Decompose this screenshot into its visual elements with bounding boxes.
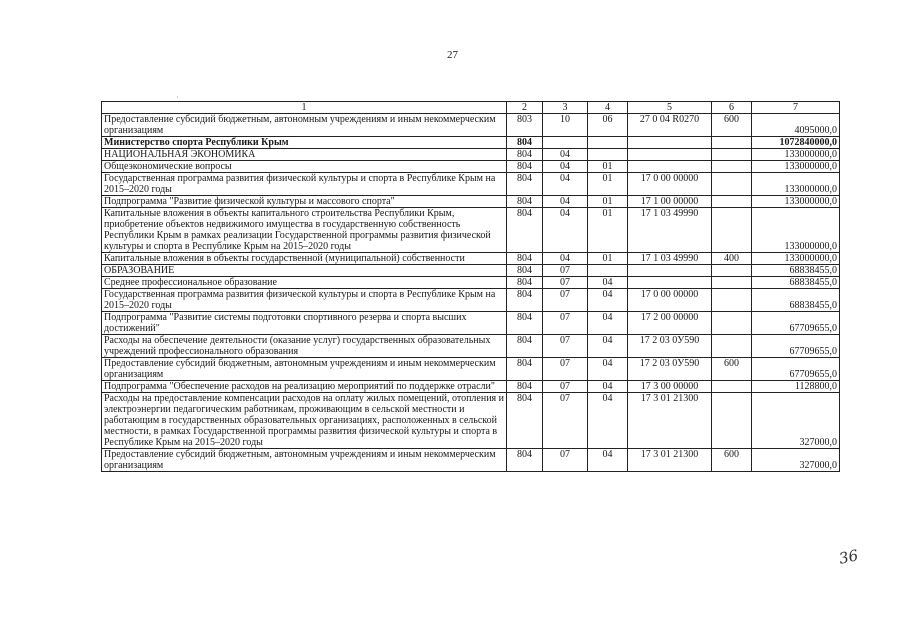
target-article-cell: 17 2 03 0У590 xyxy=(628,335,712,358)
subsection-cell xyxy=(588,265,628,277)
table-row xyxy=(102,196,840,208)
target-article-cell: 27 0 04 R0270 xyxy=(628,114,712,137)
row-name-cell: Государственная программа развития физической культуры и спорта в Республике Крым на 2015–2020 годы xyxy=(102,289,507,312)
section-cell: 10 xyxy=(543,114,588,137)
subsection-cell: 04 xyxy=(588,312,628,335)
grbs-cell: 804 xyxy=(507,312,543,335)
amount-cell: 67709655,0 xyxy=(752,358,840,381)
row-name-cell: Предоставление субсидий бюджетным, автономным учреждениям и иным некоммерческим организациям xyxy=(102,114,507,137)
subsection-cell: 04 xyxy=(588,381,628,393)
expense-type-cell xyxy=(712,289,752,312)
amount-cell: 68838455,0 xyxy=(752,265,840,277)
row-name-cell: Подпрограмма "Обеспечение расходов на реализацию мероприятий по поддержке отрасли" xyxy=(102,381,507,393)
section-cell: 07 xyxy=(543,358,588,381)
section-cell: 04 xyxy=(543,196,588,208)
section-cell: 07 xyxy=(543,289,588,312)
section-cell: 04 xyxy=(543,149,588,161)
target-article-cell: 17 0 00 00000 xyxy=(628,289,712,312)
row-name-cell: Подпрограмма "Развитие системы подготовки спортивного резерва и спорта высших достижений" xyxy=(102,312,507,335)
grbs-cell: 804 xyxy=(507,449,543,472)
row-name-cell: Государственная программа развития физической культуры и спорта в Республике Крым на 2015–2020 годы xyxy=(102,173,507,196)
subsection-cell: 04 xyxy=(588,289,628,312)
table-row xyxy=(102,393,840,449)
section-cell: 07 xyxy=(543,393,588,449)
amount-cell: 133000000,0 xyxy=(752,161,840,173)
amount-cell: 133000000,0 xyxy=(752,253,840,265)
subsection-cell xyxy=(588,149,628,161)
table-row xyxy=(102,335,840,358)
table-row xyxy=(102,265,840,277)
handwritten-signature: 36 xyxy=(837,546,860,568)
target-article-cell: 17 2 00 00000 xyxy=(628,312,712,335)
expense-type-cell xyxy=(712,196,752,208)
subsection-cell: 04 xyxy=(588,358,628,381)
grbs-cell: 804 xyxy=(507,381,543,393)
table-row xyxy=(102,277,840,289)
grbs-cell: 804 xyxy=(507,289,543,312)
table-row xyxy=(102,208,840,253)
subsection-cell: 04 xyxy=(588,335,628,358)
expense-type-cell: 600 xyxy=(712,449,752,472)
row-name-cell: Расходы на предоставление компенсации расходов на оплату жилых помещений, отопления и электроэнергии педагогическим работникам, проживающим в сельской местности и работающим в государственных образовательных организациях, расположенных в сельской местности, в рамках Государственной программы развития физической культуры и спорта в Республике Крым на 2015–2020 годы xyxy=(102,393,507,449)
column-header: 4 xyxy=(588,102,628,114)
page-number: 27 xyxy=(447,49,458,61)
target-article-cell xyxy=(628,265,712,277)
target-article-cell: 17 2 03 0У590 xyxy=(628,358,712,381)
table-row xyxy=(102,358,840,381)
subsection-cell: 01 xyxy=(588,161,628,173)
expense-type-cell: 400 xyxy=(712,253,752,265)
amount-cell: 68838455,0 xyxy=(752,289,840,312)
table-row xyxy=(102,381,840,393)
section-cell: 07 xyxy=(543,335,588,358)
expense-type-cell xyxy=(712,312,752,335)
table-header-row xyxy=(102,102,840,114)
subsection-cell: 06 xyxy=(588,114,628,137)
expense-type-cell xyxy=(712,149,752,161)
subsection-cell: 01 xyxy=(588,208,628,253)
amount-cell: 1072840000,0 xyxy=(752,137,840,149)
section-cell: 07 xyxy=(543,381,588,393)
table-row xyxy=(102,253,840,265)
section-cell: 04 xyxy=(543,253,588,265)
column-header: 2 xyxy=(507,102,543,114)
amount-cell: 327000,0 xyxy=(752,393,840,449)
grbs-cell: 804 xyxy=(507,173,543,196)
target-article-cell xyxy=(628,149,712,161)
target-article-cell: 17 3 00 00000 xyxy=(628,381,712,393)
amount-cell: 67709655,0 xyxy=(752,335,840,358)
amount-cell: 4095000,0 xyxy=(752,114,840,137)
row-name-cell: Капитальные вложения в объекты государственной (муниципальной) собственности xyxy=(102,253,507,265)
target-article-cell xyxy=(628,277,712,289)
target-article-cell: 17 1 03 49990 xyxy=(628,253,712,265)
grbs-cell: 804 xyxy=(507,149,543,161)
subsection-cell xyxy=(588,137,628,149)
expense-type-cell xyxy=(712,277,752,289)
target-article-cell: 17 3 01 21300 xyxy=(628,393,712,449)
amount-cell: 133000000,0 xyxy=(752,173,840,196)
amount-cell: 1128800,0 xyxy=(752,381,840,393)
target-article-cell: 17 0 00 00000 xyxy=(628,173,712,196)
subsection-cell: 04 xyxy=(588,277,628,289)
grbs-cell: 804 xyxy=(507,208,543,253)
column-header: 7 xyxy=(752,102,840,114)
section-cell: 04 xyxy=(543,161,588,173)
expense-type-cell xyxy=(712,393,752,449)
section-cell: 07 xyxy=(543,312,588,335)
section-cell: 04 xyxy=(543,208,588,253)
grbs-cell: 804 xyxy=(507,358,543,381)
section-cell: 07 xyxy=(543,449,588,472)
subsection-cell: 01 xyxy=(588,253,628,265)
section-cell: 07 xyxy=(543,265,588,277)
column-header: 1 xyxy=(102,102,507,114)
subsection-cell: 04 xyxy=(588,393,628,449)
grbs-cell: 804 xyxy=(507,161,543,173)
expense-type-cell xyxy=(712,265,752,277)
grbs-cell: 804 xyxy=(507,277,543,289)
target-article-cell xyxy=(628,161,712,173)
row-name-cell: Капитальные вложения в объекты капитального строительства Республики Крым, приобретение объектов недвижимого имущества в государственную собственность Республики Крым в рамках реализации Государственной программы развития физической культуры и спорта в Республике Крым на 2015–2020 годы xyxy=(102,208,507,253)
row-name-cell: Общеэкономические вопросы xyxy=(102,161,507,173)
subsection-cell: 01 xyxy=(588,196,628,208)
expense-type-cell: 600 xyxy=(712,358,752,381)
grbs-cell: 804 xyxy=(507,393,543,449)
table-row xyxy=(102,312,840,335)
expense-type-cell: 600 xyxy=(712,114,752,137)
margin-mark: · xyxy=(176,93,179,102)
expense-type-cell xyxy=(712,173,752,196)
target-article-cell: 17 1 00 00000 xyxy=(628,196,712,208)
column-header: 6 xyxy=(712,102,752,114)
target-article-cell xyxy=(628,137,712,149)
grbs-cell: 804 xyxy=(507,265,543,277)
table-row xyxy=(102,289,840,312)
table-row xyxy=(102,137,840,149)
grbs-cell: 804 xyxy=(507,335,543,358)
amount-cell: 133000000,0 xyxy=(752,208,840,253)
amount-cell: 133000000,0 xyxy=(752,149,840,161)
table-row xyxy=(102,161,840,173)
expense-type-cell xyxy=(712,381,752,393)
section-cell: 07 xyxy=(543,277,588,289)
amount-cell: 68838455,0 xyxy=(752,277,840,289)
expense-type-cell xyxy=(712,161,752,173)
row-name-cell: Министерство спорта Республики Крым xyxy=(102,137,507,149)
column-header: 3 xyxy=(543,102,588,114)
expense-type-cell xyxy=(712,335,752,358)
table-row xyxy=(102,149,840,161)
row-name-cell: Расходы на обеспечение деятельности (оказание услуг) государственных образовательных учреждений профессионального образования xyxy=(102,335,507,358)
subsection-cell: 01 xyxy=(588,173,628,196)
grbs-cell: 804 xyxy=(507,196,543,208)
expense-type-cell xyxy=(712,208,752,253)
table-row xyxy=(102,114,840,137)
target-article-cell: 17 3 01 21300 xyxy=(628,449,712,472)
amount-cell: 67709655,0 xyxy=(752,312,840,335)
row-name-cell: Среднее профессиональное образование xyxy=(102,277,507,289)
section-cell xyxy=(543,137,588,149)
row-name-cell: ОБРАЗОВАНИЕ xyxy=(102,265,507,277)
grbs-cell: 804 xyxy=(507,137,543,149)
table-row xyxy=(102,449,840,472)
amount-cell: 327000,0 xyxy=(752,449,840,472)
budget-table xyxy=(101,101,840,472)
section-cell: 04 xyxy=(543,173,588,196)
table-body xyxy=(102,102,840,472)
row-name-cell: Подпрограмма "Развитие физической культуры и массового спорта" xyxy=(102,196,507,208)
row-name-cell: НАЦИОНАЛЬНАЯ ЭКОНОМИКА xyxy=(102,149,507,161)
row-name-cell: Предоставление субсидий бюджетным, автономным учреждениям и иным некоммерческим организациям xyxy=(102,449,507,472)
row-name-cell: Предоставление субсидий бюджетным, автономным учреждениям и иным некоммерческим организациям xyxy=(102,358,507,381)
grbs-cell: 803 xyxy=(507,114,543,137)
table-row xyxy=(102,173,840,196)
target-article-cell: 17 1 03 49990 xyxy=(628,208,712,253)
amount-cell: 133000000,0 xyxy=(752,196,840,208)
column-header: 5 xyxy=(628,102,712,114)
grbs-cell: 804 xyxy=(507,253,543,265)
subsection-cell: 04 xyxy=(588,449,628,472)
expense-type-cell xyxy=(712,137,752,149)
